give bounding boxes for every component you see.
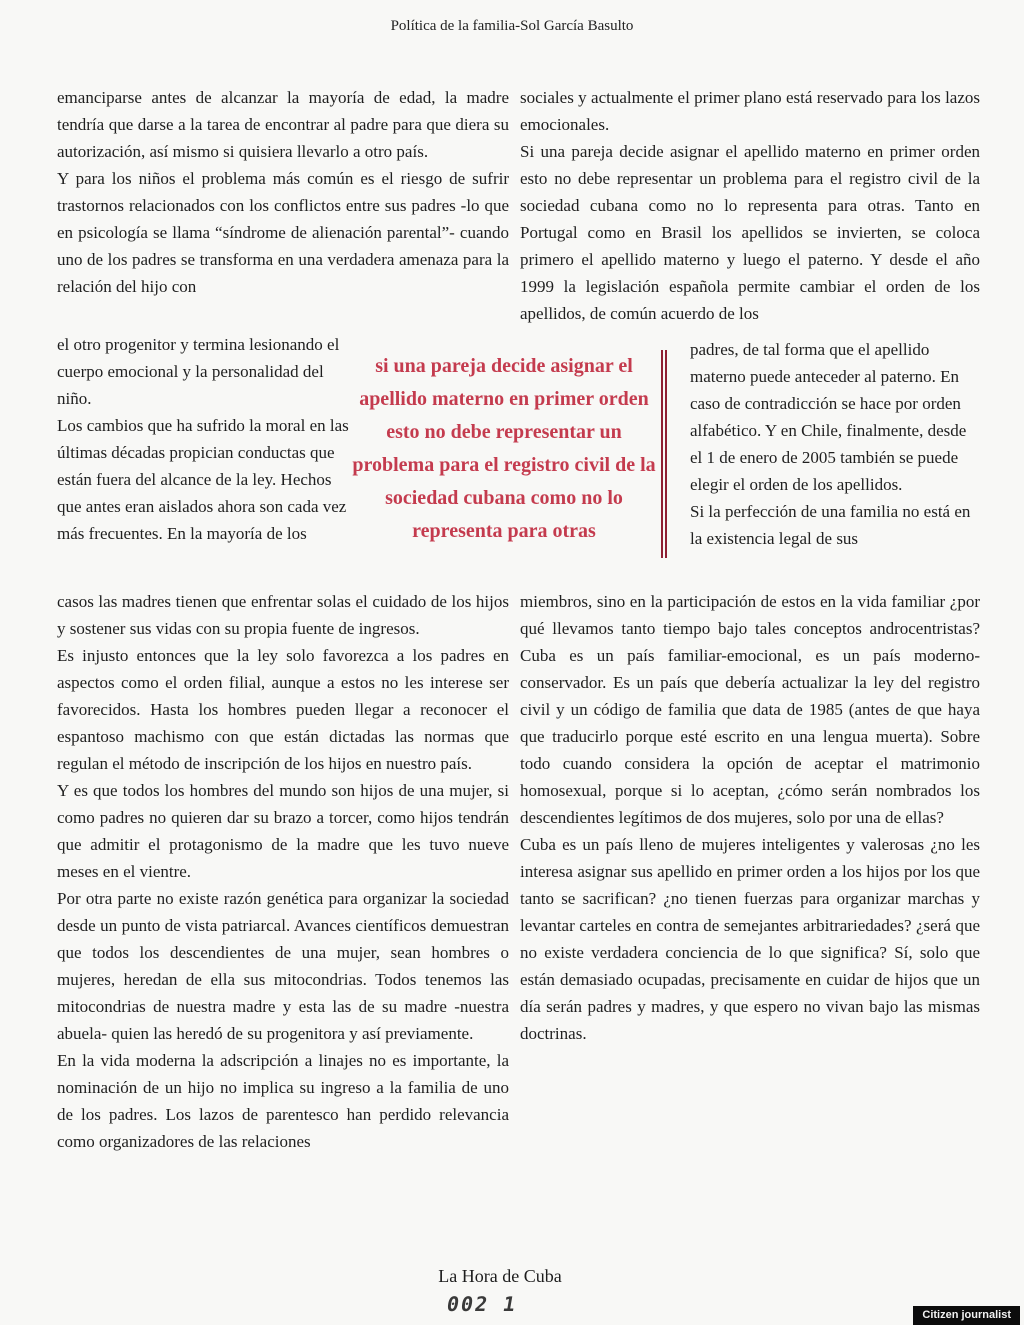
paragraph: Si la perfección de una familia no está en la existencia legal de sus [690, 502, 971, 548]
footer-masthead-text: La Hora de Cuba [438, 1266, 562, 1286]
page-number-text: 002 1 [444, 1292, 520, 1316]
page-number-counter [0, 1292, 1024, 1316]
paragraph: Cuba es un país lleno de mujeres inteligentes y valerosas ¿no les interesa asignar sus apellido en primer orden a los hijos por los que tanto se sacrifican? ¿no tienen fuerzas para organizar marchas y levantar carteles en contra de semejantes arbitrariedades? ¿será que no existe verdadera conciencia de lo que significa? Sí, solo que están demasiado ocupadas, precisamente en cuidar de hijos que un día serán padres y madres, y que espero no vivan bajo las mismas doctrinas. [520, 835, 980, 1043]
paragraph: En la vida moderna la adscripción a linajes no es importante, la nominación de un hijo no implica su ingreso a la familia de uno de los padres. Los lazos de parentesco han perdido relevancia como organizadores de las relaciones [57, 1051, 509, 1151]
right-column-segment-top [520, 84, 980, 327]
paragraph: miembros, sino en la participación de estos en la vida familiar ¿por qué llevamos tanto tiempo bajo tales conceptos androcentristas? Cuba es un país familiar-emocional, es un país moderno-conservador. Es un país que debería actualizar la ley del registro civil y un código de familia que data de 1985 (antes de que haya que traducirlo porque esté escrito en una lengua muerta). Sobre todo cuando considera la opción de aceptar el matrimonio homosexual, porque si lo aceptan, ¿cómo serán nombrados los descendientes legítimos de dos mujeres, solo por una de ellas? [520, 592, 980, 827]
paragraph: padres, de tal forma que el apellido materno puede anteceder al paterno. En caso de contradicción se hace por orden alfabético. Y en Chile, finalmente, desde el 1 de enero de 2005 también se puede elegir el orden de los apellidos. [690, 340, 967, 494]
right-column-segment-bottom [520, 588, 980, 1047]
pull-quote: si una pareja decide asignar el apellido materno en primer orden esto no debe representar un problema para el registro civil de la sociedad cubana como no lo representa para otras [352, 355, 656, 542]
paragraph: Por otra parte no existe razón genética para organizar la sociedad desde un punto de vista patriarcal. Avances científicos demuestran que todos los descendientes de una mujer, sean hombres o mujeres, heredan de ella sus mitocondrias. Todos tenemos las mitocondrias de nuestra madre y esta las de su madre -nuestra abuela- quien las heredó de su progenitora y así previamente. [57, 889, 509, 1043]
footer-masthead [0, 1266, 1024, 1287]
left-column-segment-top [57, 84, 509, 300]
right-column-segment-narrow [690, 336, 980, 552]
left-column-segment-bottom [57, 588, 509, 1155]
left-column-segment-narrow [57, 331, 349, 547]
paragraph: sociales y actualmente el primer plano está reservado para los lazos emocionales. [520, 88, 980, 134]
paragraph: Si una pareja decide asignar el apellido materno en primer orden esto no debe representar un problema para el registro civil de la sociedad cubana como no lo representa para otras. Tanto en Portugal como en Brasil los apellidos se invierten, se coloca primero el apellido materno y luego el paterno. Y desde el año 1999 la legislación española permite cambiar el orden de los apellidos, de común acuerdo de los [520, 142, 980, 323]
citizen-journalist-badge: Citizen journalist [913, 1306, 1020, 1325]
pull-quote-rule [661, 350, 667, 558]
paragraph: Los cambios que ha sufrido la moral en las últimas décadas propician conductas que están fuera del alcance de la ley. Hechos que antes eran aislados ahora son cada vez más frecuentes. En la mayoría de los [57, 416, 349, 543]
page-header-title: Política de la familia-Sol García Basulto [390, 18, 634, 34]
paragraph: Y para los niños el problema más común es el riesgo de sufrir trastornos relacionados con los conflictos entre sus padres -lo que en psicología se llama “síndrome de alienación parental”- cuando uno de los padres se transforma en una verdadera amenaza para la relación del hijo con [57, 169, 509, 296]
paragraph: el otro progenitor y termina lesionando el cuerpo emocional y la personalidad del niño. [57, 335, 340, 408]
paragraph: casos las madres tienen que enfrentar solas el cuidado de los hijos y sostener sus vidas con su propia fuente de ingresos. [57, 592, 509, 638]
paragraph: emanciparse antes de alcanzar la mayoría de edad, la madre tendría que darse a la tarea de encontrar al padre para que diera su autorización, así mismo si quisiera llevarlo a otro país. [57, 88, 509, 161]
paragraph: Es injusto entonces que la ley solo favorezca a los padres en aspectos como el orden filial, aunque a estos no les interese ser favorecidos. Hasta los hombres pueden llegar a reconocer el espantoso machismo con que están dictadas las normas que regulan el método de inscripción de los hijos en nuestro país. [57, 646, 509, 773]
paragraph: Y es que todos los hombres del mundo son hijos de una mujer, si como padres no quieren dar su brazo a torcer, como hijos tendrán que admitir el protagonismo de la madre que les tuvo nueve meses en el vientre. [57, 781, 509, 881]
